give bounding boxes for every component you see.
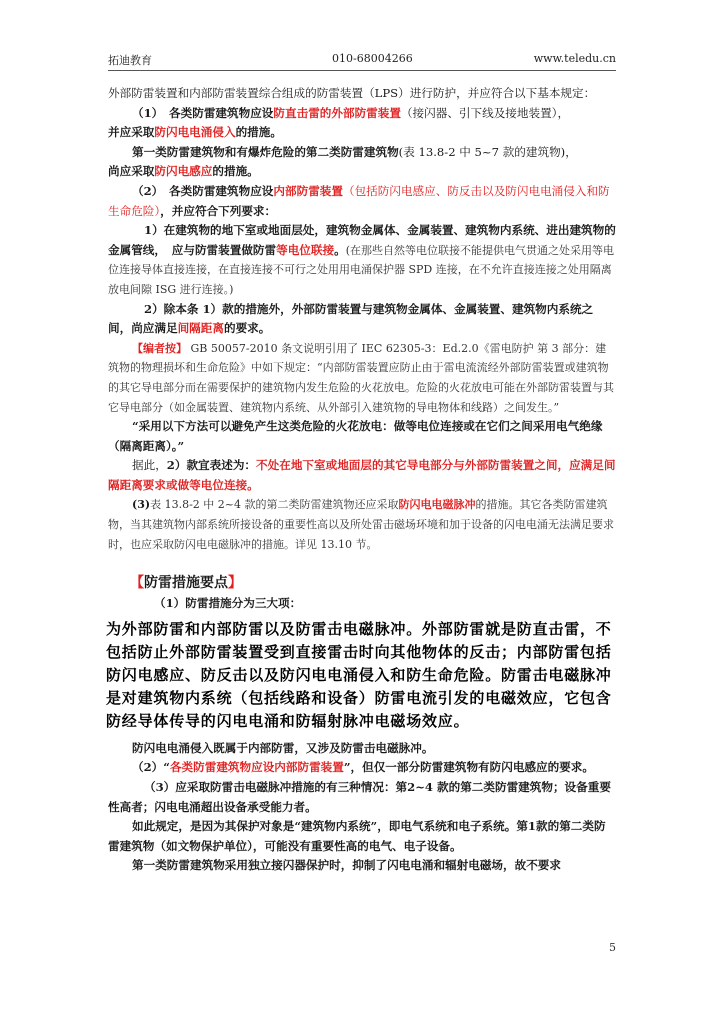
paragraph-class1-cont: 尚应采取防闪电感应的措施。 <box>108 164 259 179</box>
document-body <box>108 84 616 876</box>
paragraph-editor-note: 【编者按】 GB 50057-2010 条文说明引用了 IEC 62305-3：Ed.2.0《雷电防护 第 3 部分：建筑物的物理损坏和生命危险》中如下规定：“内部防雷装置应防止由于雷电流流经外部防雷装置或建筑物的其它导电部分而在需要保护的建筑物内发生危险的火花放电。危险的火花放电可能在外部防雷装置与其它导电部分（如金属装置、建筑物内系统、从外部引入建筑物的导电物体和线路）之间发生。” <box>108 341 614 414</box>
section-title: 【防雷措施要点】 <box>130 575 242 592</box>
scanned-text-block: 为外部防雷和内部防雷以及防雷击电磁脉冲。外部防雷就是防直击雷，不包括防止外部防雷装置受到直接雷击时向其他物体的反击；内部防雷包括防闪电感应、防反击以及防闪电电涌侵入和防生命危险。防雷击电磁脉冲是对建筑物内系统（包括线路和设备）防雷电流引发的电磁效应，它包含防经导体传导的闪电电涌和防辐射脉冲电磁场效应。 <box>106 619 612 730</box>
paragraph-reason: 如此规定，是因为其保护对象是“建筑物内系统”，即电气系统和电子系统。第1款的第二类防雷建筑物（如文物保护单位），可能没有重要性高的电气、电子设备。 <box>108 819 606 853</box>
highlight-conclusion: 不处在地下室或地面层的其它导电部分与外部防雷装置之间，应满足间隔距离要求或做等电位连接。 <box>108 458 616 492</box>
header-phone: 010-68004266 <box>332 52 413 65</box>
highlight-induction: 防闪电感应 <box>154 164 213 179</box>
paragraph-item-2-2: 2）除本条 1）款的措施外，外部防雷装置与建筑物金属体、金属装置、建筑物内系统之间，尚应满足间隔距离的要求。 <box>108 301 594 336</box>
highlight-separation: 间隔距离 <box>177 321 224 336</box>
editor-note-label: 【编者按】 <box>132 341 187 355</box>
subsection-1-title: （1）防雷措施分为三大项： <box>154 596 302 611</box>
header-left: 拓迪教育 <box>108 54 152 67</box>
paragraph-point-3: （3）应采取防雷击电磁脉冲措施的有三种情况：第2~4 款的第二类防雷建筑物；设备重要性高者；闪电电涌超出设备承受能力者。 <box>108 780 611 814</box>
page-number: 5 <box>609 941 616 954</box>
page-header <box>108 50 616 71</box>
paragraph-surge-note: 防闪电电涌侵入既属于内部防雷，又涉及防雷击电磁脉冲。 <box>132 740 434 755</box>
highlight-bonding: 等电位联接 <box>276 242 335 257</box>
highlight-external-lps: 防直击雷的外部防雷装置 <box>273 105 401 120</box>
paragraph-item-2: （2） 各类防雷建筑物应设内部防雷装置（包括防闪电感应、防反击以及防闪电电涌侵入和防生命危险），并应符合下列要求： <box>108 183 610 218</box>
paragraph-intro: 外部防雷装置和内部防雷装置综合组成的防雷装置（LPS）进行防护，并应符合以下基本规定： <box>108 86 596 100</box>
paragraph-item-2-1: 1）在建筑物的地下室或地面层处，建筑物金属体、金属装置、建筑物内系统、进出建筑物的金属管线， 应与防雷装置做防雷等电位联接。(在那些自然等电位联接不能提供电气贯通之处采用等电位连接导体直接连接，在直接连接不可行之处用用电涌保护器 SPD 连接，在不允许直接连接之处用隔离放电间隙 ISG 进行连接。) <box>108 223 616 296</box>
header-url: www.teledu.cn <box>533 52 616 65</box>
paragraph-item-3: (3)表 13.8-2 中 2~4 款的第二类防雷建筑物还应采取防闪电电磁脉冲的措施。其它各类防雷建筑物，当其建筑物内部系统所接设备的重要性高以及所处雷击磁场环境和加于设备的闪电电涌无法满足要求时，也应采取防闪电电磁脉冲的措施。详见 13.10 节。 <box>108 498 614 551</box>
paragraph-item-1: （1） 各类防雷建筑物应设防直击雷的外部防雷装置（接闪器、引下线及接地装置）， <box>132 105 570 120</box>
paragraph-class1-lemp: 第一类防雷建筑物采用独立接闪器保护时，抑制了闪电电涌和辐射电磁场，故不要求 <box>132 858 561 873</box>
paragraph-class1: 第一类防雷建筑物和有爆炸危险的第二类防雷建筑物(表 13.8-2 中 5~7 款的建筑物)， <box>132 144 577 159</box>
paragraph-point-2: （2）“各类防雷建筑物应设内部防雷装置”，但仅一部分防雷建筑物有防闪电感应的要求。 <box>132 760 594 775</box>
highlight-lemp: 防闪电电磁脉冲 <box>398 498 476 512</box>
highlight-internal-requirement: 各类防雷建筑物应设内部防雷装置 <box>169 760 344 775</box>
paragraph-item-1-cont: 并应采取防闪电电涌侵入的措施。 <box>108 125 282 140</box>
paragraph-quote: “采用以下方法可以避免产生这类危险的火花放电：做等电位连接或在它们之间采用电气绝缘（隔离距离）。” <box>108 419 603 453</box>
paragraph-conclusion: 据此，2）款宜表述为：不处在地下室或地面层的其它导电部分与外部防雷装置之间，应满足间隔距离要求或做等电位连接。 <box>108 458 616 492</box>
highlight-surge: 防闪电电涌侵入 <box>154 125 236 140</box>
highlight-internal-lps: 内部防雷装置 <box>273 183 343 198</box>
